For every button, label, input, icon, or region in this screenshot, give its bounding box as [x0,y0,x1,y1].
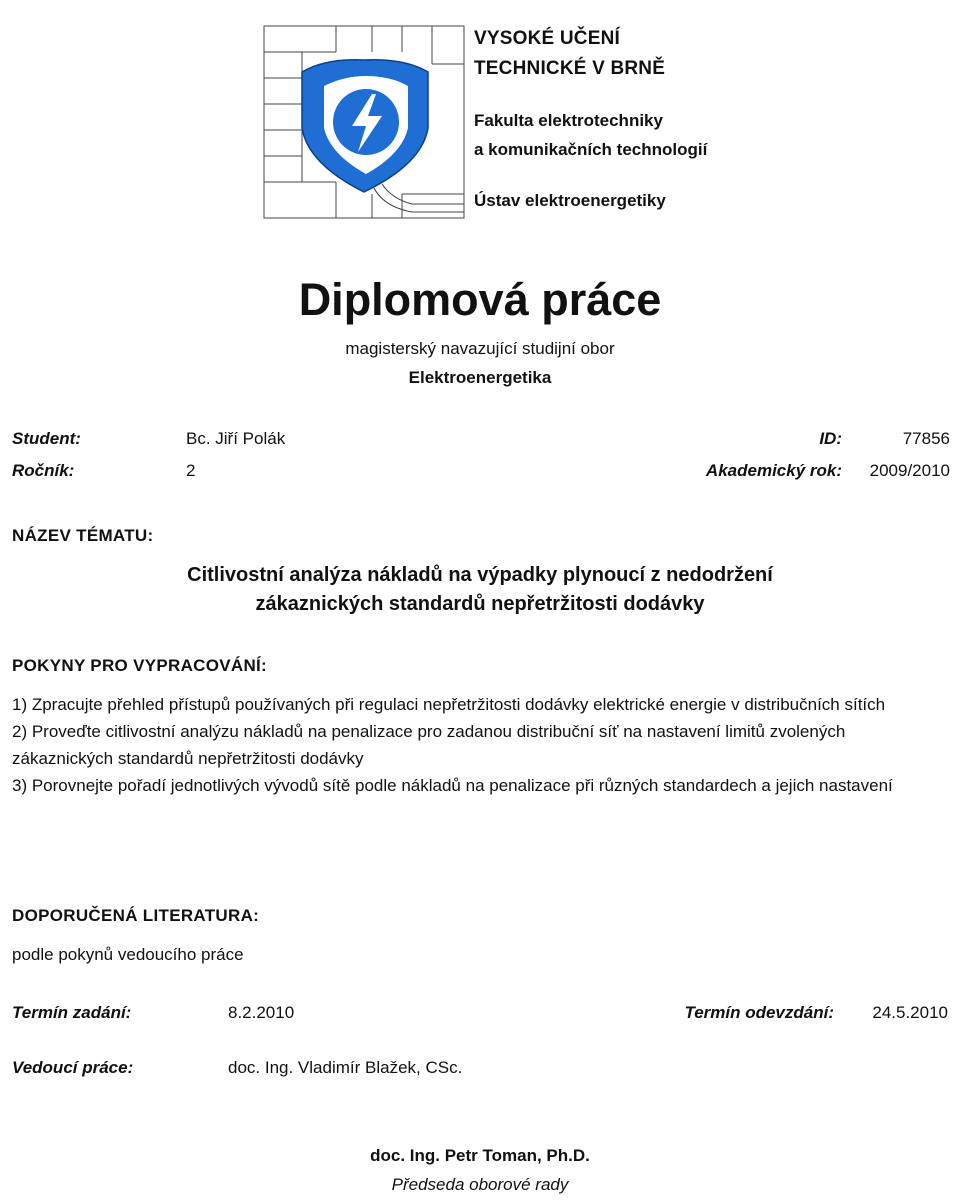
list-item: 2) Proveďte citlivostní analýzu nákladů na penalizace pro zadanou distribuční síť na nastavení limitů zvolených zákaznických standardů nepřetržitosti dodávky [12,722,846,768]
student-label: Student: [12,429,81,448]
university-name-line2: TECHNICKÉ V BRNĚ [474,58,666,79]
study-field: Elektroenergetika [408,368,552,387]
id-label: ID: [819,429,842,448]
topic-heading: NÁZEV TÉMATU: [12,526,154,545]
institute-name: Ústav elektroenergetiky [474,191,666,210]
academic-year-value: 2009/2010 [869,461,950,480]
study-type: magisterský navazující studijní obor [345,339,615,358]
assigned-date-value: 8.2.2010 [228,1003,295,1022]
topic-title-line1: Citlivostní analýza nákladů na výpadky plynoucí z nedodržení [187,564,773,586]
list-item: 1) Zpracujte přehled přístupů používaných při regulaci nepřetržitosti dodávky elektrické energie v distribučních sítích [12,695,886,714]
supervisor-name: doc. Ing. Vladimír Blažek, CSc. [228,1058,463,1077]
signatory-role: Předseda oborové rady [391,1175,569,1194]
literature-heading: DOPORUČENÁ LITERATURA: [12,906,260,925]
assigned-date-label: Termín zadání: [12,1003,132,1022]
id-value: 77856 [902,429,950,448]
document-title: Diplomová práce [298,274,662,325]
faculty-name-line1: Fakulta elektrotechniky [474,111,663,130]
literature-text: podle pokynů vedoucího práce [12,945,244,964]
faculty-name-line2: a komunikačních technologií [474,140,708,159]
list-item: 3) Porovnejte pořadí jednotlivých vývodů sítě podle nákladů na penalizace při různých standardech a jejich nastavení [12,776,893,795]
topic-title-line2: zákaznických standardů nepřetržitosti dodávky [255,593,705,615]
submission-date-label: Termín odevzdání: [684,1003,834,1022]
academic-year-label: Akademický rok: [705,461,842,480]
submission-date-value: 24.5.2010 [872,1003,948,1022]
instructions-heading: POKYNY PRO VYPRACOVÁNÍ: [12,656,268,675]
university-name-line1: VYSOKÉ UČENÍ [474,28,620,49]
year-value: 2 [186,461,196,480]
year-label: Ročník: [12,461,75,480]
instructions-list [12,691,942,799]
vut-feec-logo-icon [262,24,466,220]
student-name: Bc. Jiří Polák [186,429,286,448]
signatory-name: doc. Ing. Petr Toman, Ph.D. [370,1146,590,1165]
supervisor-label: Vedoucí práce: [12,1058,134,1077]
